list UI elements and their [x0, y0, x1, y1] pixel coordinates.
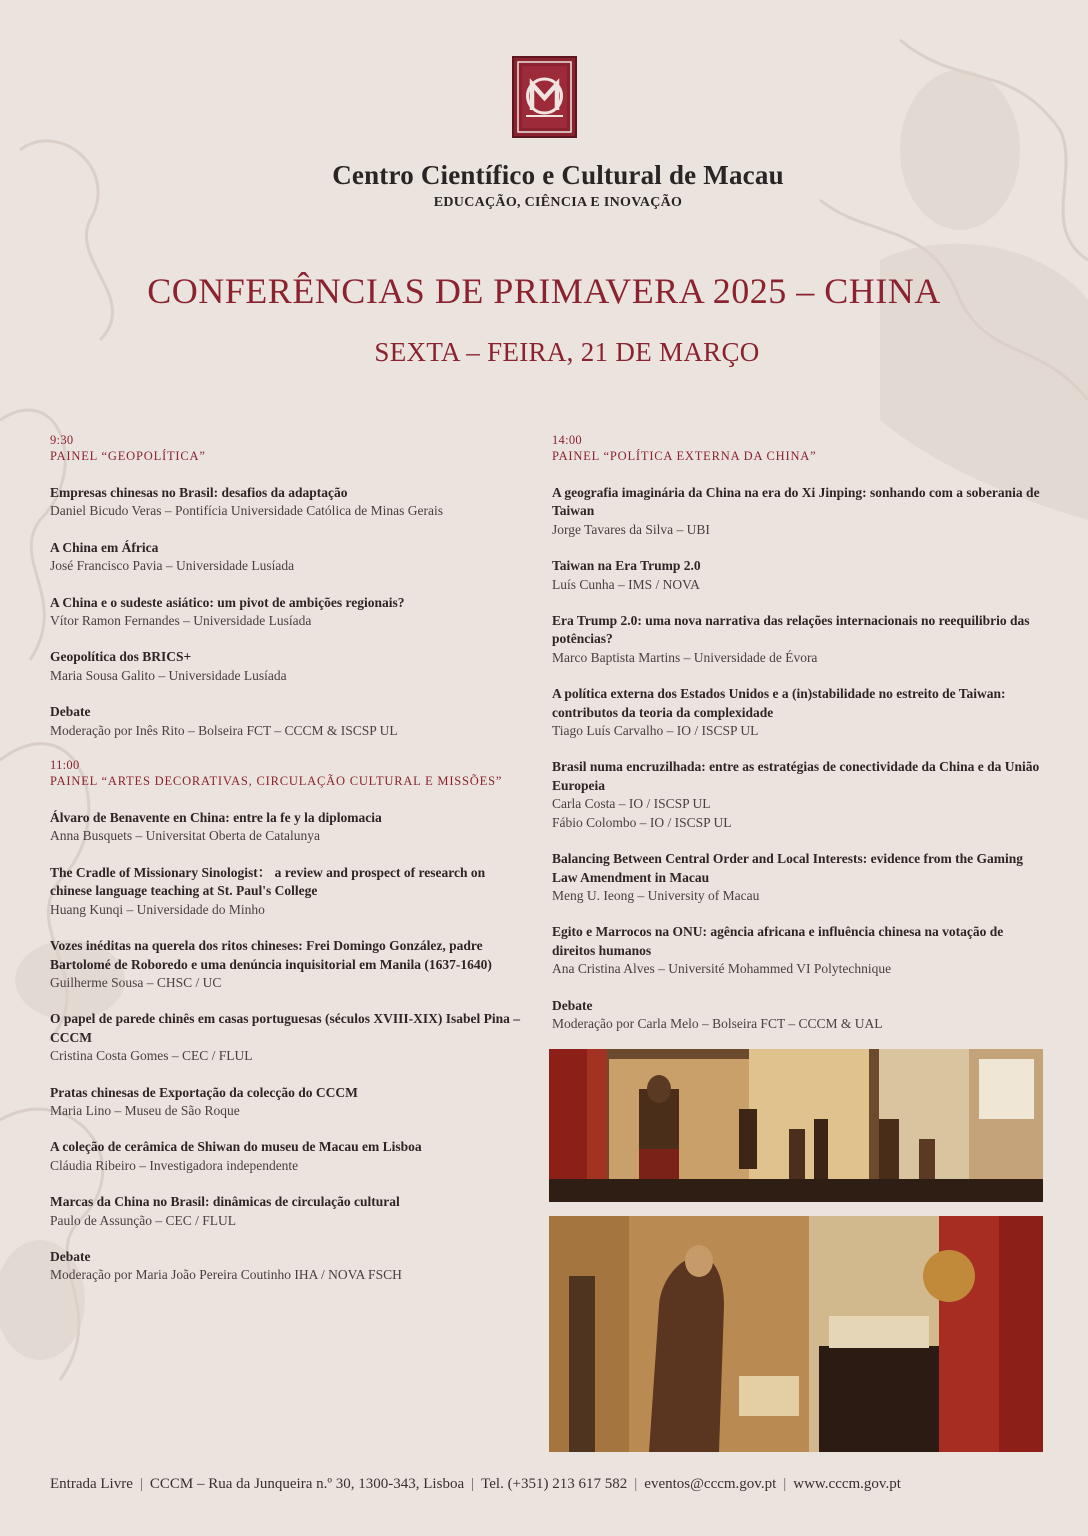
- event-date: SEXTA – FEIRA, 21 DE MARÇO: [374, 337, 760, 367]
- program-right-column: [552, 433, 1047, 1051]
- footer-phone: Tel. (+351) 213 617 582: [481, 1476, 628, 1492]
- talk-speaker: Cláudia Ribeiro – Investigadora independente: [50, 1157, 299, 1173]
- panel-title: PAINEL “ARTES DECORATIVAS, CIRCULAÇÃO CULTURAL E MISSÕES”: [50, 774, 503, 789]
- talk-speaker: Huang Kunqi – Universidade do Minho: [50, 901, 265, 917]
- talk-title: Egito e Marrocos na ONU: agência africana e influência chinesa na votação de direitos humanos: [552, 924, 1004, 958]
- session-time: 9:30: [50, 433, 74, 447]
- talk-speaker: Cristina Costa Gomes – CEC / FLUL: [50, 1048, 253, 1064]
- talk-title: Debate: [50, 1248, 91, 1264]
- talk-item: [50, 937, 530, 992]
- talk-item: [50, 703, 530, 740]
- talk-title: Pratas chinesas de Exportação da colecção do CCCM: [50, 1084, 358, 1100]
- talk-speaker: Maria Sousa Galito – Universidade Lusíada: [50, 667, 287, 683]
- talk-title: Geopolítica dos BRICS+: [50, 649, 192, 665]
- talk-speaker: Moderação por Carla Melo – Bolseira FCT – CCCM & UAL: [552, 1015, 883, 1031]
- talk-speaker: Daniel Bicudo Veras – Pontifícia Universidade Católica de Minas Gerais: [50, 503, 444, 519]
- talk-item: [552, 923, 1047, 978]
- talk-item: [552, 997, 1047, 1034]
- talk-item: [552, 612, 1047, 667]
- talk-title: A coleção de cerâmica de Shiwan do museu de Macau em Lisboa: [50, 1139, 422, 1155]
- talk-item: [50, 484, 530, 521]
- talk-item: [50, 864, 530, 919]
- talk-speaker: Fábio Colombo – IO / ISCSP UL: [552, 814, 732, 830]
- footer-admission: Entrada Livre: [50, 1476, 133, 1492]
- talk-title: A política externa dos Estados Unidos e a (in)stabilidade no estreito de Taiwan: contributos da teoria da complexidade: [552, 686, 1006, 720]
- talk-item: [50, 594, 530, 631]
- talk-speaker: Ana Cristina Alves – Université Mohammed VI Polytechnique: [552, 961, 892, 977]
- museum-photo-bottom: [549, 1216, 1043, 1452]
- talk-item: [50, 1138, 530, 1175]
- talk-item: [50, 1010, 530, 1065]
- museum-photo-top: [549, 1049, 1043, 1202]
- talk-item: [50, 539, 530, 576]
- footer: [50, 1476, 1050, 1493]
- talk-item: [50, 1084, 530, 1121]
- talk-title: Taiwan na Era Trump 2.0: [552, 558, 701, 574]
- talk-title: Debate: [50, 704, 91, 720]
- talk-speaker: Carla Costa – IO / ISCSP UL: [552, 796, 711, 812]
- talk-item: [552, 758, 1047, 832]
- talk-title: O papel de parede chinês em casas portuguesas (séculos XVIII-XIX) Isabel Pina – CCCM: [50, 1011, 521, 1045]
- talk-item: [50, 648, 530, 685]
- footer-separator: |: [634, 1476, 638, 1492]
- org-name: Centro Científico e Cultural de Macau: [332, 160, 784, 190]
- talk-speaker: Guilherme Sousa – CHSC / UC: [50, 974, 222, 990]
- talk-title: Marcas da China no Brasil: dinâmicas de circulação cultural: [50, 1194, 400, 1210]
- talk-title: A geografia imaginária da China na era do Xi Jinping: sonhando com a soberania de Taiwan: [552, 485, 1040, 519]
- panel-title: PAINEL “POLÍTICA EXTERNA DA CHINA”: [552, 449, 817, 463]
- footer-email-link[interactable]: eventos@cccm.gov.pt: [644, 1476, 777, 1492]
- talk-speaker: Meng U. Ieong – University of Macau: [552, 887, 760, 903]
- org-tagline: EDUCAÇÃO, CIÊNCIA E INOVAÇÃO: [433, 195, 683, 210]
- talk-title: A China e o sudeste asiático: um pivot de ambições regionais?: [50, 594, 405, 610]
- session-time: 14:00: [552, 433, 582, 447]
- footer-separator: |: [471, 1476, 475, 1492]
- panel-title: PAINEL “GEOPOLÍTICA”: [50, 449, 206, 463]
- footer-address: CCCM – Rua da Junqueira n.º 30, 1300-343, Lisboa: [149, 1476, 465, 1492]
- talk-speaker: Moderação por Maria João Pereira Coutinho IHA / NOVA FSCH: [50, 1267, 402, 1283]
- footer-website-link[interactable]: www.cccm.gov.pt: [793, 1476, 901, 1492]
- talk-speaker: Moderação por Inês Rito – Bolseira FCT – CCCM & ISCSP UL: [50, 722, 398, 738]
- talk-title: The Cradle of Missionary Sinologist： a review and prospect of research on chinese language teaching at St. Paul's College: [50, 864, 486, 899]
- talk-speaker: Jorge Tavares da Silva – UBI: [552, 521, 710, 537]
- talk-speaker: Tiago Luís Carvalho – IO / ISCSP UL: [552, 723, 759, 739]
- cccm-logo-icon: [512, 56, 577, 138]
- talk-title: Álvaro de Benavente en China: entre la fe y la diplomacia: [50, 810, 382, 826]
- footer-separator: |: [139, 1476, 143, 1492]
- talk-speaker: Maria Lino – Museu de São Roque: [50, 1102, 240, 1118]
- talk-speaker: Anna Busquets – Universitat Oberta de Catalunya: [50, 828, 320, 844]
- talk-title: Empresas chinesas no Brasil: desafios da adaptação: [50, 485, 348, 500]
- session-time: 11:00: [50, 758, 80, 773]
- talk-item: [552, 484, 1047, 539]
- talk-title: Vozes inéditas na querela dos ritos chineses: Frei Domingo González, padre Bartolomé de Roboredo e uma denúncia inquisitorial em Manila (1637-1640): [50, 938, 492, 972]
- talk-item: [50, 1248, 530, 1285]
- talk-title: Balancing Between Central Order and Local Interests: evidence from the Gaming Law Amendment in Macau: [552, 851, 1023, 885]
- talk-title: Era Trump 2.0: uma nova narrativa das relações internacionais no reequilibrio das potências?: [552, 613, 1030, 647]
- footer-separator: |: [783, 1476, 787, 1492]
- talk-item: [552, 850, 1047, 905]
- talk-title: Debate: [552, 997, 593, 1013]
- program-left-column: [50, 433, 530, 1303]
- talk-speaker: Luís Cunha – IMS / NOVA: [552, 576, 700, 592]
- talk-speaker: José Francisco Pavia – Universidade Lusíada: [50, 558, 295, 574]
- talk-title: A China em África: [50, 539, 159, 555]
- talk-item: [50, 809, 530, 846]
- talk-speaker: Marco Baptista Martins – Universidade de Évora: [552, 649, 818, 665]
- talk-item: [50, 1193, 530, 1230]
- talk-title: Brasil numa encruzilhada: entre as estratégias de conectividade da China e da União Europeia: [552, 759, 1040, 793]
- talk-speaker: Vítor Ramon Fernandes – Universidade Lusíada: [50, 613, 312, 629]
- talk-item: [552, 685, 1047, 740]
- page-title: CONFERÊNCIAS DE PRIMAVERA 2025 – CHINA: [147, 271, 941, 311]
- talk-item: [552, 557, 1047, 594]
- talk-speaker: Paulo de Assunção – CEC / FLUL: [50, 1212, 236, 1228]
